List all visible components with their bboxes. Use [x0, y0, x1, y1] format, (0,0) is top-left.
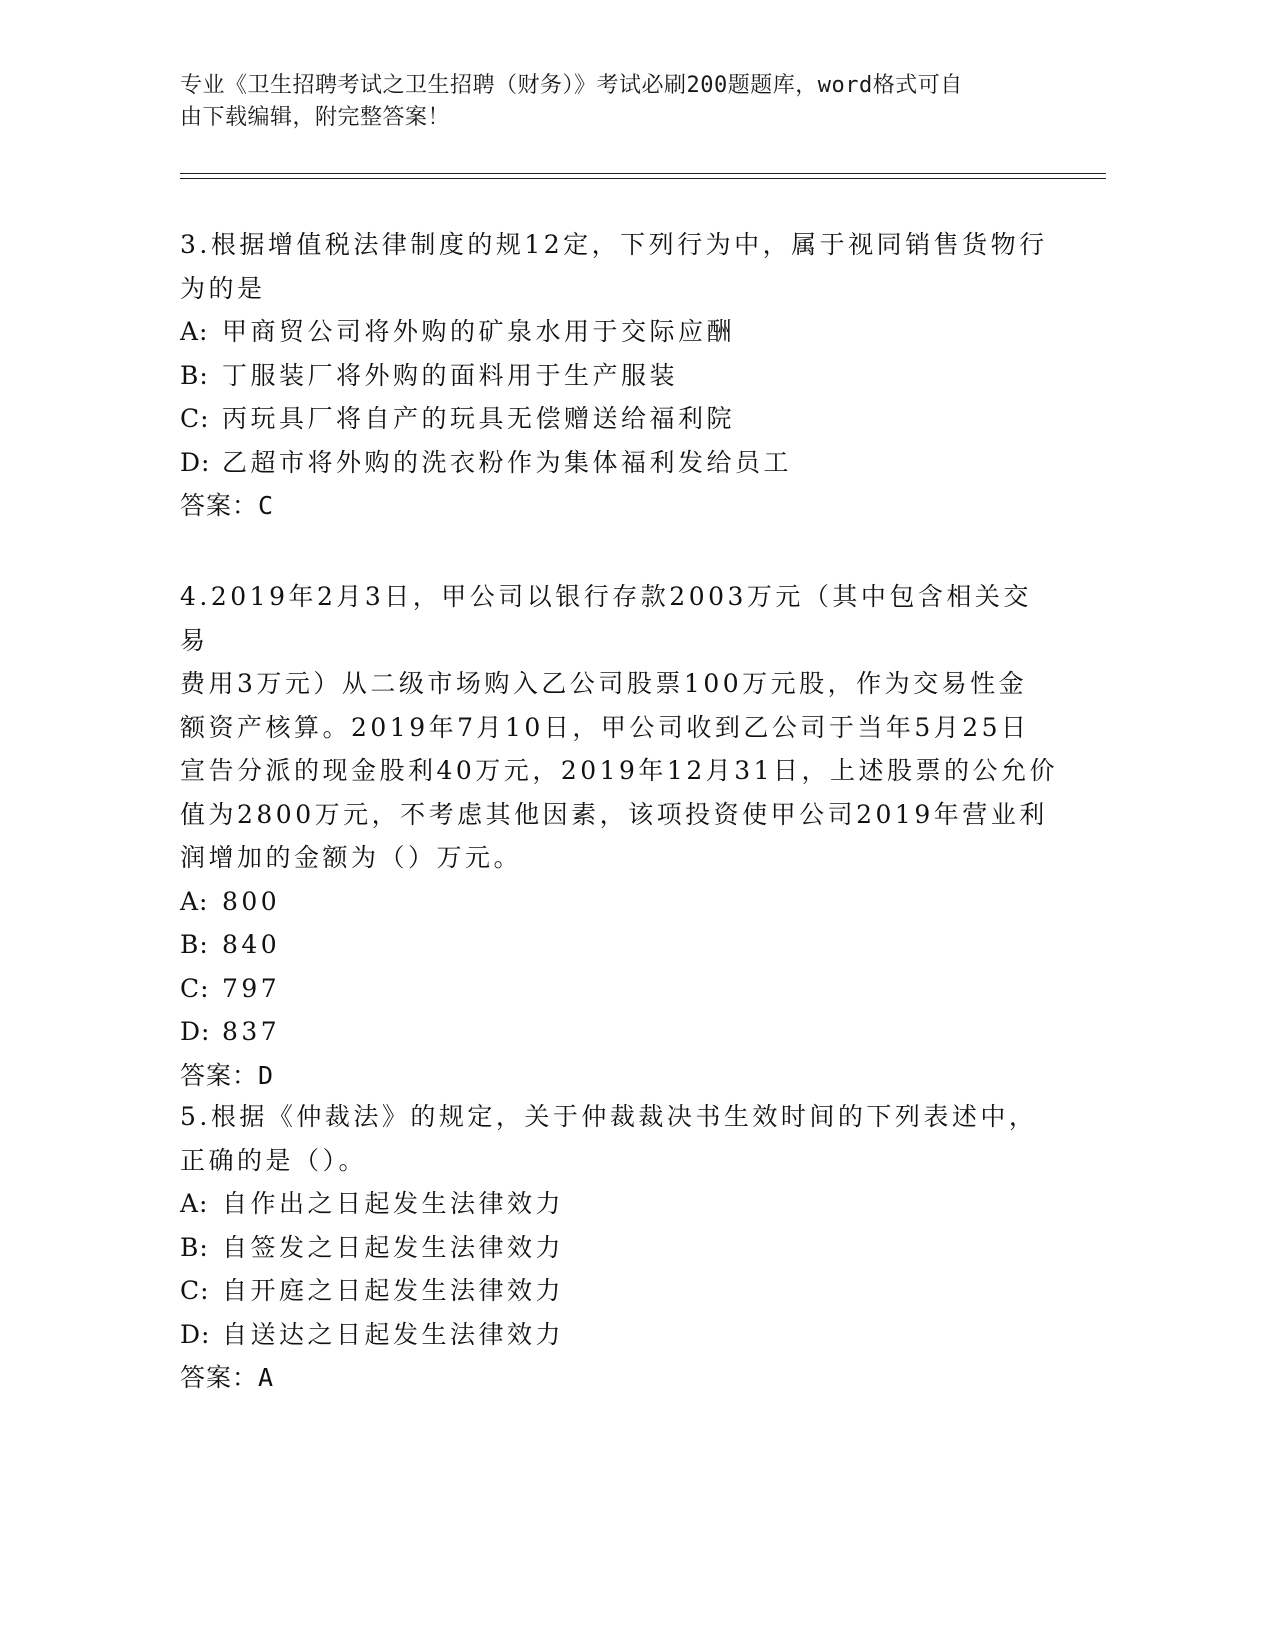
stem-line: 宣告分派的现金股利40万元，2019年12月31日，上述股票的公允价: [180, 756, 1059, 785]
option-letter: A:: [180, 317, 209, 346]
option-text: 840: [222, 930, 281, 959]
header-line: 专业《卫生招聘考试之卫生招聘（财务）》考试必刷200题题库，word格式可自: [180, 73, 963, 98]
question-3: [180, 223, 1060, 528]
option-letter: A:: [180, 1189, 209, 1218]
answer: 答案：A: [180, 1363, 275, 1392]
option-text: 自作出之日起发生法律效力: [222, 1189, 565, 1218]
option-b: [180, 354, 1060, 398]
option-letter: C:: [180, 973, 210, 1003]
question-4: [180, 575, 1060, 1097]
option-d: [180, 441, 1060, 485]
header-divider: [180, 173, 1106, 174]
option-letter: D:: [180, 447, 211, 477]
option-text: 837: [222, 1017, 281, 1046]
option-letter: B:: [180, 1232, 209, 1262]
question-stem: [180, 1095, 1060, 1182]
option-c: [180, 1269, 1060, 1313]
option-c: [180, 967, 1060, 1011]
option-letter: D:: [180, 1017, 211, 1046]
option-letter: C:: [180, 1276, 210, 1305]
option-d: [180, 1313, 1060, 1357]
header-divider: [180, 178, 1106, 179]
question-stem: [180, 223, 1060, 310]
option-b: [180, 923, 1060, 967]
header-line: 由下载编辑，附完整答案！: [180, 105, 451, 130]
option-text: 甲商贸公司将外购的矿泉水用于交际应酬: [222, 317, 736, 346]
stem-line: 4.2019年2月3日，甲公司以银行存款2003万元（其中包含相关交易: [180, 582, 1032, 655]
option-text: 自签发之日起发生法律效力: [222, 1232, 565, 1262]
stem-line: 5.根据《仲裁法》的规定，关于仲裁裁决书生效时间的下列表述中，: [180, 1102, 1038, 1131]
option-letter: B:: [180, 930, 209, 959]
option-letter: C:: [180, 404, 210, 433]
stem-line: 费用3万元）从二级市场购入乙公司股票100万元股，作为交易性金: [180, 669, 1028, 698]
option-d: [180, 1010, 1060, 1054]
option-c: [180, 397, 1060, 441]
option-text: 乙超市将外购的洗衣粉作为集体福利发给员工: [222, 447, 793, 477]
stem-line: 为的是: [180, 273, 266, 303]
option-text: 797: [222, 973, 281, 1003]
option-letter: A:: [180, 886, 209, 916]
answer: 答案：C: [180, 491, 275, 520]
option-text: 800: [222, 886, 281, 916]
stem-line: 润增加的金额为（）万元。: [180, 843, 523, 872]
option-text: 自送达之日起发生法律效力: [222, 1319, 565, 1349]
option-letter: D:: [180, 1319, 211, 1349]
option-text: 丁服装厂将外购的面料用于生产服装: [222, 360, 679, 390]
answer: 答案：D: [180, 1060, 275, 1090]
question-5: [180, 1095, 1060, 1400]
question-stem: [180, 575, 1060, 880]
document-header: [180, 70, 1040, 134]
option-a: [180, 880, 1060, 924]
option-a: [180, 1182, 1060, 1226]
stem-line: 值为2800万元，不考虑其他因素，该项投资使甲公司2019年营业利: [180, 799, 1048, 829]
option-letter: B:: [180, 360, 209, 390]
stem-line: 额资产核算。2019年7月10日，甲公司收到乙公司于当年5月25日: [180, 712, 1030, 742]
stem-line: 3.根据增值税法律制度的规12定，下列行为中，属于视同销售货物行: [180, 230, 1048, 259]
stem-line: 正确的是（）。: [180, 1145, 368, 1175]
option-text: 自开庭之日起发生法律效力: [222, 1276, 565, 1305]
option-a: [180, 310, 1060, 354]
option-text: 丙玩具厂将自产的玩具无偿赠送给福利院: [222, 404, 736, 433]
option-b: [180, 1226, 1060, 1270]
